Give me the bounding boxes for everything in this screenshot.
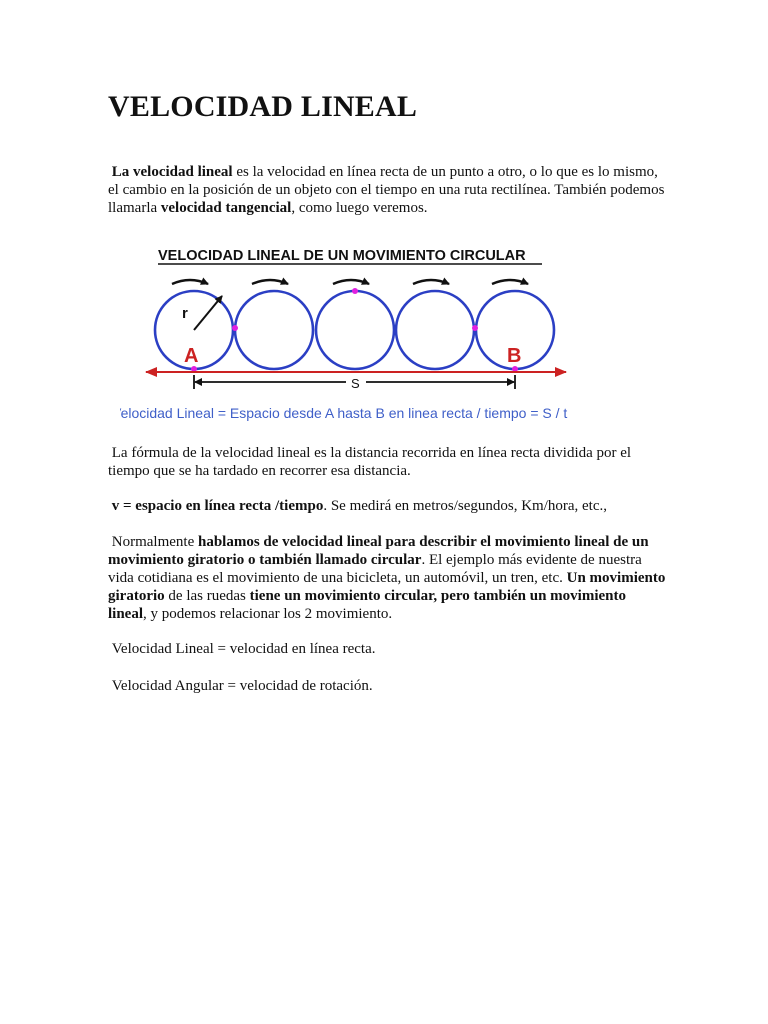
normal-text-2: . El ejemplo más evidente de nuestra vida cotidiana es el movimiento de una bicicleta, un automóvil, un tren, etc. <box>108 552 642 586</box>
term-velocidad-lineal: La velocidad lineal <box>111 164 233 180</box>
rotation-arrow-5-icon <box>492 280 528 284</box>
term-velocidad-tangencial: velocidad tangencial <box>160 200 292 216</box>
point-dot-3 <box>352 288 358 294</box>
linear-velocity-definition-text: Velocidad Lineal = velocidad en línea recta. <box>111 641 376 657</box>
point-a-label: A <box>184 345 199 367</box>
wheel-circle-3 <box>316 291 394 369</box>
normal-bold-1: hablamos de velocidad lineal para describir el movimiento lineal de un movimiento giratorio o también llamado circular <box>108 534 649 568</box>
formula-paragraph-text: La fórmula de la velocidad lineal es la distancia recorrida en línea recta dividida por el tiempo que se ha tardado en recorrer esa distancia. <box>108 445 632 479</box>
normal-text-1: Normalmente <box>111 534 198 550</box>
rotation-arrow-3-icon <box>333 280 369 284</box>
figure-svg <box>120 236 660 426</box>
normal-text-3: de las ruedas <box>164 588 250 604</box>
radius-label: r <box>182 305 188 322</box>
intro-text-1: es la velocidad en línea recta de un punto a otro, o lo que es lo mismo, el cambio en la posición de un objeto con el tiempo en una ruta rectilínea. También podemos llamarla <box>108 164 665 216</box>
rotation-arrow-2-icon <box>252 280 288 284</box>
intro-text-2: , como luego veremos. <box>291 200 428 216</box>
distance-s-label: S <box>351 376 360 391</box>
normal-paragraph <box>108 533 668 623</box>
point-dot-2 <box>232 325 238 331</box>
equation-bold: v = espacio en línea recta /tiempo <box>111 498 324 514</box>
page-title: VELOCIDAD LINEAL <box>108 90 418 123</box>
normal-text-4: , y podemos relacionar los 2 movimiento. <box>143 606 393 622</box>
normal-bold-2: Un movimiento giratorio <box>108 570 666 604</box>
angular-velocity-definition-text: Velocidad Angular = velocidad de rotación. <box>111 678 373 694</box>
intro-paragraph <box>108 163 668 217</box>
figure-caption: Velocidad Lineal = Espacio desde A hasta B en linea recta / tiempo = S / t <box>120 405 568 421</box>
figure-title: VELOCIDAD LINEAL DE UN MOVIMIENTO CIRCULAR <box>158 248 526 264</box>
normal-bold-3: tiene un movimiento circular, pero también un movimiento lineal <box>108 588 627 622</box>
formula-paragraph <box>108 444 668 480</box>
wheel-circle-4 <box>396 291 474 369</box>
point-b-label: B <box>507 345 522 367</box>
circular-motion-figure <box>120 236 660 426</box>
point-dot-4 <box>472 325 478 331</box>
rotation-arrow-4-icon <box>413 280 449 284</box>
radius-arrow-icon <box>194 296 222 330</box>
rotation-arrow-1-icon <box>172 280 208 284</box>
angular-velocity-definition <box>108 677 668 695</box>
equation-rest: . Se medirá en metros/segundos, Km/hora, etc., <box>323 498 608 514</box>
wheel-circle-2 <box>235 291 313 369</box>
linear-velocity-definition <box>108 640 668 658</box>
equation-paragraph <box>108 497 668 515</box>
